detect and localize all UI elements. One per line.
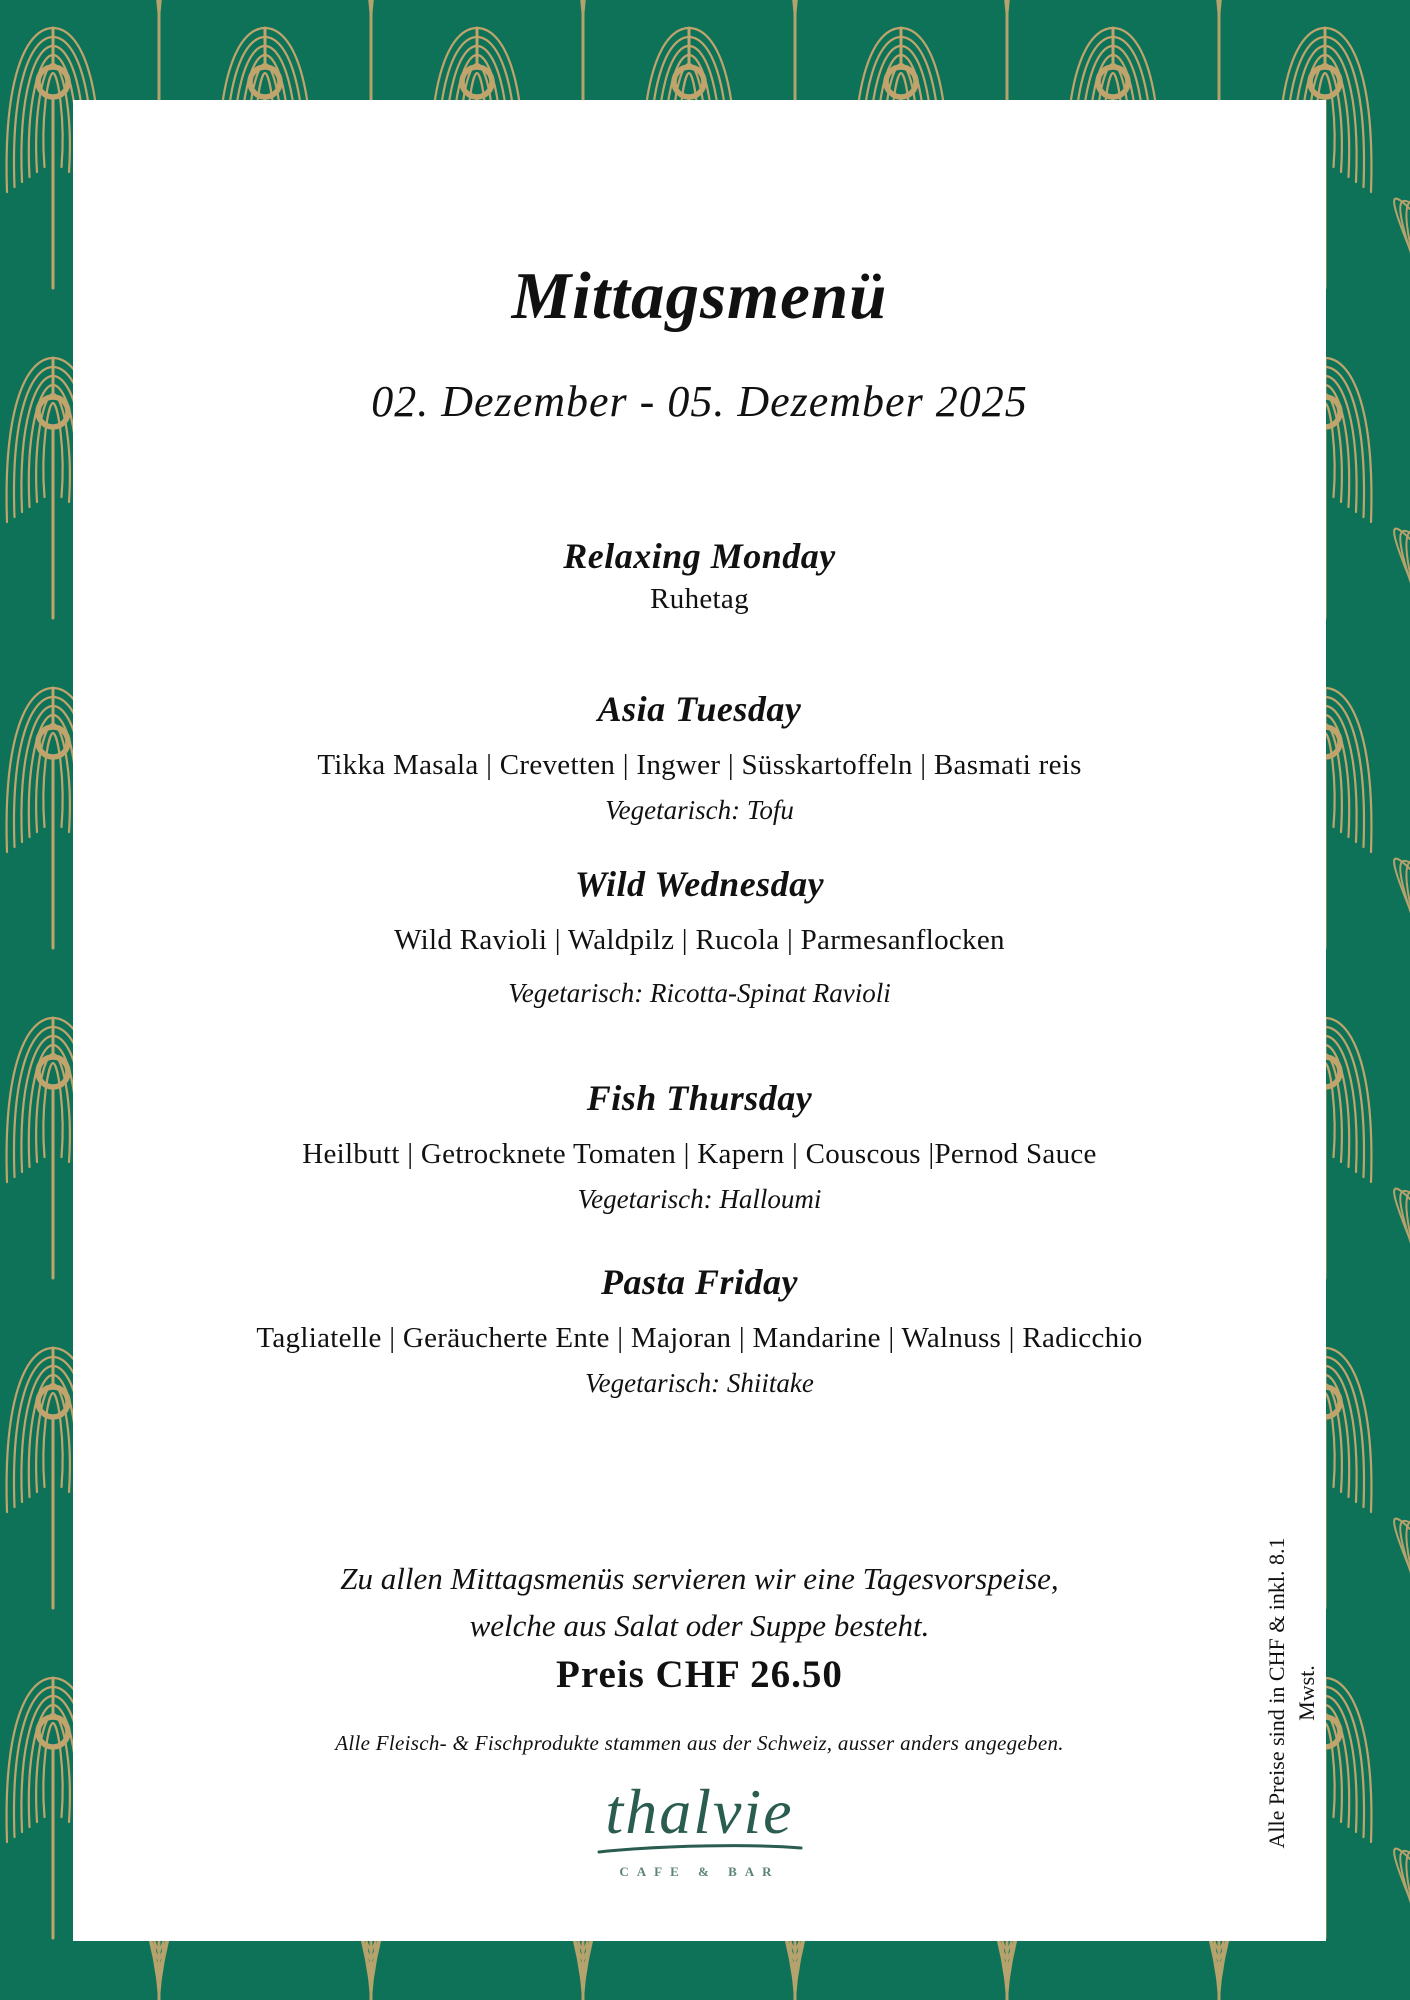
- section-vegetarian-note: Vegetarisch: Halloumi: [577, 1184, 822, 1214]
- starter-note-line1: Zu allen Mittagsmenüs servieren wir eine Tagesvorspeise,: [340, 1561, 1059, 1596]
- starter-note-line2: welche aus Salat oder Suppe besteht.: [469, 1608, 930, 1643]
- vat-side-note: Alle Preise sind in CHF & inkl. 8.1 Mwst.: [1264, 1537, 1319, 1849]
- brand-logo-script: thalvie: [605, 1776, 794, 1847]
- starter-note: [73, 1555, 1326, 1649]
- section-day-title: Wild Wednesday: [574, 864, 825, 904]
- section-items: Ruhetag: [650, 583, 749, 615]
- menu-card: [73, 100, 1326, 1941]
- brand-logo-subtitle: CAFE & BAR: [619, 1864, 780, 1879]
- section-day-title: Fish Thursday: [586, 1078, 813, 1118]
- section-day-title: Pasta Friday: [600, 1262, 798, 1302]
- section-vegetarian-note: Vegetarisch: Tofu: [605, 795, 794, 825]
- section-vegetarian-note: Vegetarisch: Shiitake: [585, 1368, 814, 1398]
- section-tuesday: [73, 687, 1326, 828]
- date-range: 02. Dezember - 05. Dezember 2025: [371, 377, 1028, 426]
- origin-note: Alle Fleisch- & Fischprodukte stammen aus der Schweiz, ausser anders angegeben.: [335, 1731, 1064, 1755]
- section-items: Wild Ravioli | Waldpilz | Rucola | Parmesanflocken: [394, 924, 1005, 956]
- page-title: Mittagsmenü: [511, 259, 888, 333]
- section-friday: [73, 1260, 1326, 1401]
- section-day-title: Relaxing Monday: [563, 536, 836, 576]
- section-thursday: [73, 1076, 1326, 1217]
- section-monday: [73, 534, 1326, 618]
- section-wednesday: [73, 862, 1326, 1011]
- price-text: Preis CHF 26.50: [556, 1653, 843, 1696]
- section-items: Tagliatelle | Geräucherte Ente | Majoran | Mandarine | Walnuss | Radicchio: [256, 1322, 1143, 1354]
- section-items: Tikka Masala | Crevetten | Ingwer | Süsskartoffeln | Basmati reis: [317, 749, 1082, 781]
- section-items: Heilbutt | Getrocknete Tomaten | Kapern | Couscous |Pernod Sauce: [302, 1138, 1097, 1170]
- brand-logo: [73, 1776, 1326, 1880]
- section-vegetarian-note: Vegetarisch: Ricotta-Spinat Ravioli: [508, 978, 891, 1008]
- section-day-title: Asia Tuesday: [597, 689, 802, 729]
